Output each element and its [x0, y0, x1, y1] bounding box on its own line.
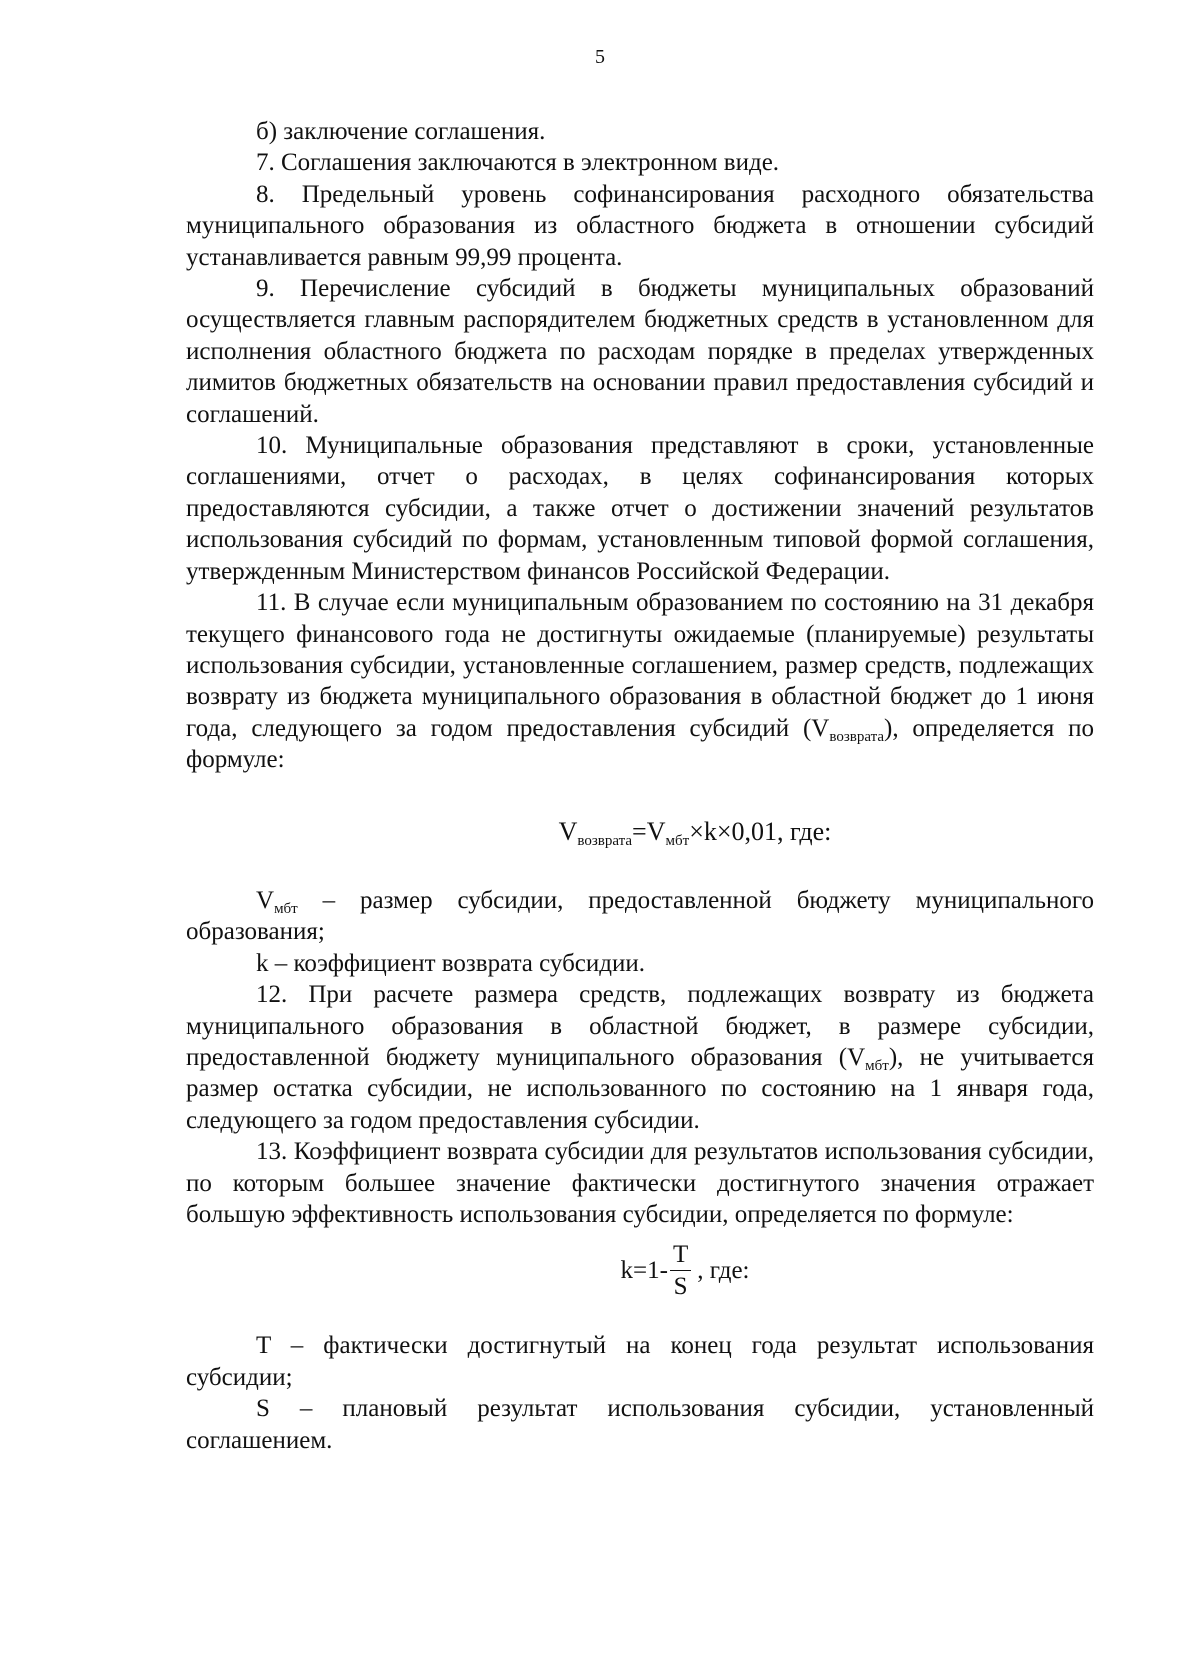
- formula-2-suffix: , где:: [697, 1256, 750, 1284]
- paragraph-13: 13. Коэффициент возврата субсидии для результатов использования субсидии, по которым большее значение фактически достигнутого значения отражает большую эффективность использования субсидии, определяется по формуле:: [186, 1138, 1094, 1228]
- formula-coefficient: [186, 1238, 1094, 1302]
- paragraph-6b: б) заключение соглашения.: [256, 118, 546, 145]
- definition-s: S – плановый результат использования субсидии, установленный соглашением.: [186, 1395, 1094, 1454]
- formula-1-v: V: [558, 816, 578, 846]
- document-body: [186, 116, 1094, 1456]
- paragraph-12: [186, 979, 1094, 1136]
- formula-2-lhs: k=1-: [620, 1256, 668, 1284]
- formula-2-fraction: [670, 1242, 691, 1299]
- formula-1-rest: ×k×0,01, где:: [689, 816, 832, 846]
- definition-k: k – коэффициент возврата субсидии.: [256, 949, 646, 977]
- paragraph-11-subscript: возврата: [829, 728, 885, 745]
- formula-return-amount: [186, 816, 1094, 847]
- paragraph-10: 10. Муниципальные образования представляют в сроки, установленные соглашениями, отчет о расходах, в целях софинансирования которых предоставляются субсидии, а также отчет о достижении значений результатов использования субсидий по формам, установленным типовой формой соглашения, утвержденным Министерством финансов Российской Федерации.: [186, 432, 1094, 585]
- paragraph-12-text: 12. При расчете размера средств, подлежащих возврату из бюджета муниципального образования в областной бюджет, в размере субсидии, предоставленной бюджету муниципального образования (V: [186, 981, 1094, 1071]
- paragraph-12-subscript: мбт: [865, 1057, 889, 1074]
- formula-1-sub-vozvrata: возврата: [577, 832, 633, 849]
- formula-1-sub-mbt: мбт: [665, 832, 690, 849]
- paragraph-9: 9. Перечисление субсидий в бюджеты муниципальных образований осуществляется главным распорядителем бюджетных средств в установленном для исполнения областного бюджета по расходам порядке в пределах утвержденных лимитов бюджетных обязательств на основании правил предоставления субсидий и соглашений.: [186, 275, 1094, 428]
- definition-vmbt-symbol: V: [256, 886, 275, 914]
- definition-vmbt-text: – размер субсидии, предоставленной бюджету муниципального образования;: [186, 886, 1094, 946]
- definition-vmbt-subscript: мбт: [274, 900, 298, 917]
- formula-1-eq: =V: [632, 816, 666, 846]
- page-number: 5: [595, 46, 605, 68]
- definition-t: T – фактически достигнутый на конец года результат использования субсидии;: [186, 1332, 1094, 1391]
- paragraph-12-tail: ), не учитывается размер остатка субсидии, не использованного по состоянию на 1 января года, следующего за годом предоставления субсидии.: [186, 1043, 1095, 1134]
- paragraph-11-text: 11. В случае если муниципальным образованием по состоянию на 31 декабря текущего финансового года не достигнуты ожидаемые (планируемые) результаты использования субсидии, установленные соглашением, размер средств, подлежащих возврату из бюджета муниципального образования в областной бюджет до 1 июня года, следующего за годом предоставления субсидий (V: [186, 589, 1094, 742]
- formula-2-numerator: T: [670, 1242, 691, 1271]
- formula-2-denominator: S: [673, 1272, 688, 1300]
- paragraph-11-tail: ), определяется по формуле:: [186, 714, 1094, 774]
- definition-vmbt: [186, 885, 1094, 948]
- paragraph-8: 8. Предельный уровень софинансирования расходного обязательства муниципального образования из областного бюджета в отношении субсидий устанавливается равным 99,99 процента.: [186, 180, 1094, 271]
- paragraph-7: 7. Соглашения заключаются в электронном виде.: [256, 149, 780, 177]
- paragraph-11: [186, 587, 1094, 775]
